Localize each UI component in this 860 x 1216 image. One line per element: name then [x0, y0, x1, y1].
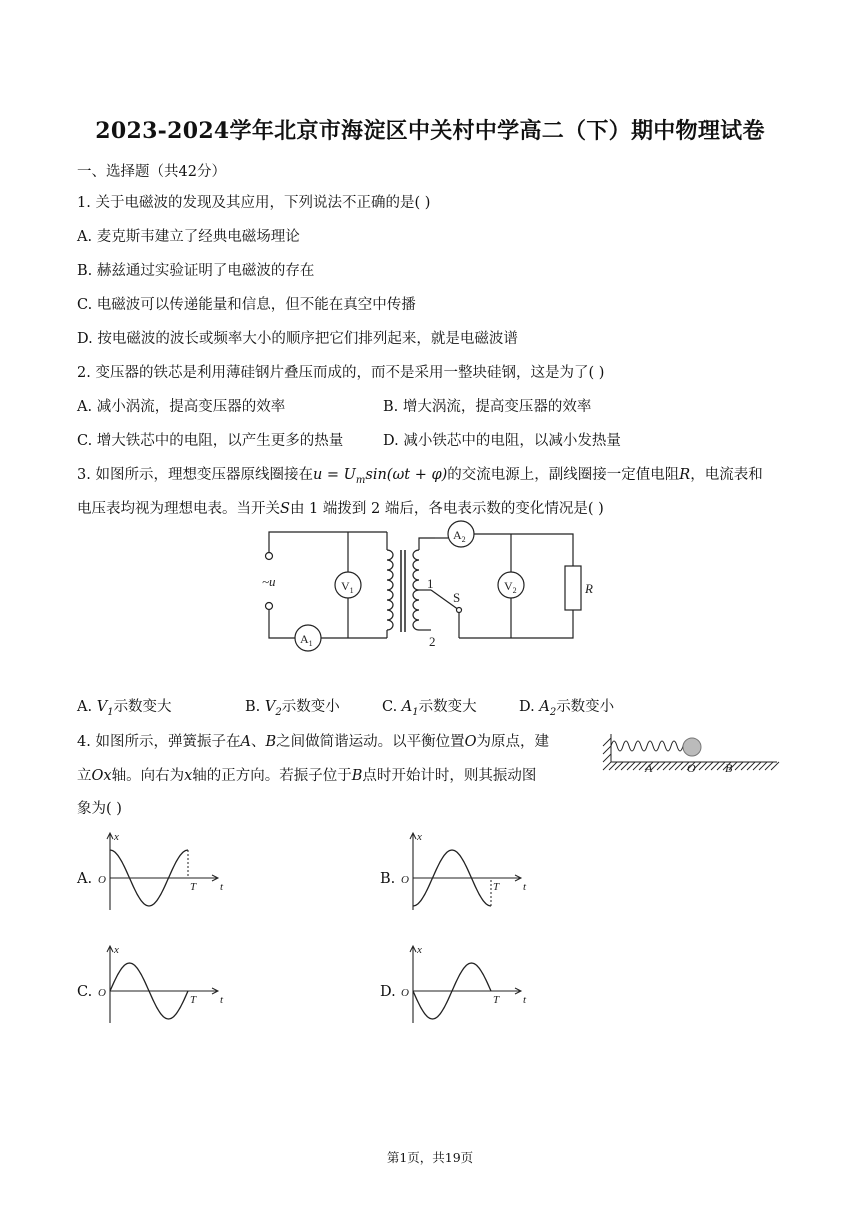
period-label: T [493, 881, 500, 893]
period-label: T [493, 994, 500, 1006]
origin-label: O [98, 987, 106, 999]
switch-label: S [453, 590, 461, 605]
v2-label: $V_2$ [504, 579, 517, 595]
q1-option-c: C. 电磁波可以传递能量和信息，但不能在真空中传播 [77, 297, 416, 313]
q3-option-d: D. $A_2$示数变小 [519, 699, 615, 718]
q3-formula-u: u = U [312, 467, 356, 483]
q3-formula-sin: sin(ωt + φ) [365, 467, 448, 483]
resistor-r [565, 566, 581, 610]
q2-option-a: A. 减小涡流，提高变压器的效率 [77, 399, 286, 415]
page-title: 2023-2024学年北京市海淀区中关村中学高二（下）期中物理试卷 [95, 118, 765, 144]
q2-stem: 2. 变压器的铁芯是利用薄硅钢片叠压而成的，而不是采用一整块硅钢，这是为了( ) [77, 365, 605, 381]
graph-option-d [397, 943, 527, 1027]
q4-option-a-label: A. [77, 871, 93, 887]
q1-stem: 1. 关于电磁波的发现及其应用，下列说法不正确的是( ) [77, 195, 431, 211]
q3-formula-sub: m [355, 474, 366, 486]
origin-label: O [98, 874, 106, 886]
page-footer: 第1页，共19页 [386, 1150, 474, 1165]
spring-label-o: O [687, 761, 696, 775]
q2-option-c: C. 增大铁芯中的电阻，以产生更多的热量 [77, 433, 344, 449]
q3-option-c: C. $A_1$示数变大 [382, 699, 477, 718]
q3-text: 由 1 端拨到 2 端后，各电表示数的变化情况是( ) [289, 501, 604, 517]
transformer-circuit-diagram [255, 522, 595, 662]
period-label: T [190, 994, 197, 1006]
origin-label: O [401, 874, 409, 886]
oscillator-ball [683, 738, 701, 756]
v1-label: $V_1$ [341, 579, 354, 595]
q3-stem-line1 [77, 463, 763, 486]
q3-formula [312, 467, 448, 486]
graph-option-b [397, 830, 527, 914]
a2-label: $A_2$ [453, 528, 466, 544]
q2-option-b: B. 增大涡流，提高变压器的效率 [383, 399, 592, 415]
q3-option-b: B. $V_2$示数变小 [245, 699, 340, 718]
origin-label: O [401, 987, 409, 999]
primary-coil [387, 550, 393, 630]
a1-label: $A_1$ [300, 632, 313, 648]
q4-option-b-label: B. [380, 871, 396, 887]
q3-var-r: R [679, 467, 691, 483]
q4-stem-line3: 象为( ) [77, 801, 122, 817]
section-heading: 一、选择题（共42分） [77, 164, 226, 180]
spring-coil [611, 741, 689, 751]
q1-option-b: B. 赫兹通过实验证明了电磁波的存在 [77, 263, 315, 279]
graph-option-a [94, 830, 224, 914]
q1-option-a: A. 麦克斯韦建立了经典电磁场理论 [77, 229, 300, 245]
q4-option-d-label: D. [380, 984, 396, 1000]
spring-label-b: B [725, 761, 733, 775]
x-axis-label: x [417, 944, 422, 956]
q3-text: 电压表均视为理想电表。当开关 [77, 501, 280, 517]
graph-option-c [94, 943, 224, 1027]
q3-text: 3. 如图所示，理想变压器原线圈接在 [77, 467, 313, 483]
period-label: T [190, 881, 197, 893]
t-axis-label: t [523, 881, 527, 893]
terminal-1-label: 1 [427, 576, 434, 591]
q3-text: ，电流表和 [690, 467, 763, 483]
q4-option-c-label: C. [77, 984, 93, 1000]
source-label: ~u [262, 574, 276, 589]
q1-option-d: D. 按电磁波的波长或频率大小的顺序把它们排列起来，就是电磁波谱 [77, 331, 518, 347]
resistor-label: R [585, 581, 593, 596]
q4-stem-line1: 4. 如图所示，弹簧振子在A、B之间做简谐运动。以平衡位置O为原点，建 [77, 734, 549, 750]
q4-stem-line2: 立Ox轴。向右为x轴的正方向。若振子位于B点时开始计时，则其振动图 [77, 768, 537, 784]
q3-option-a: A. $V_1$示数变大 [77, 699, 172, 718]
t-axis-label: t [220, 994, 224, 1006]
q3-stem-line2 [77, 497, 604, 518]
q3-text: 的交流电源上，副线圈接一定值电阻 [447, 467, 680, 483]
t-axis-label: t [523, 994, 527, 1006]
terminal-2-label: 2 [429, 634, 436, 649]
spring-oscillator-diagram [601, 728, 781, 776]
x-axis-label: x [114, 831, 119, 843]
x-axis-label: x [417, 831, 422, 843]
t-axis-label: t [220, 881, 224, 893]
spring-label-a: A [645, 761, 653, 775]
q2-option-d: D. 减小铁芯中的电阻，以减小发热量 [383, 433, 621, 449]
secondary-coil [413, 550, 419, 630]
x-axis-label: x [114, 944, 119, 956]
q3-var-s: S [280, 501, 290, 517]
